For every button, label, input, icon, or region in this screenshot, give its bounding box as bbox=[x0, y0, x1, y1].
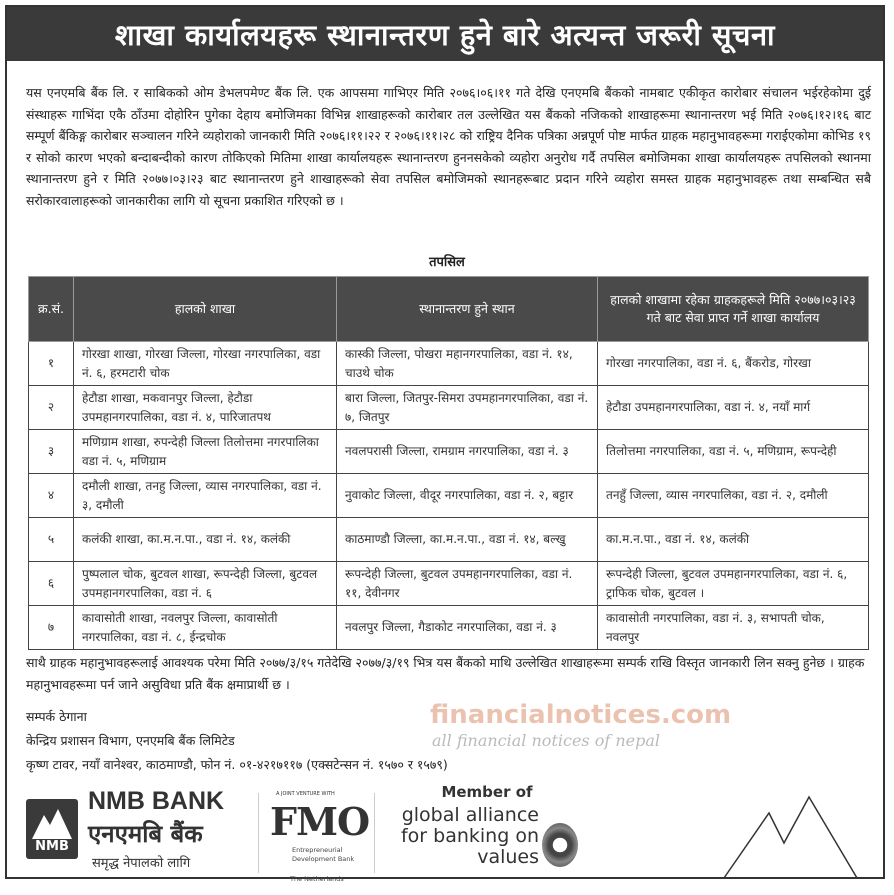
fmo-logo: FMO bbox=[270, 799, 370, 844]
table-row bbox=[29, 430, 869, 474]
table-row bbox=[29, 518, 869, 562]
row-service-branch: कावासोती नगरपालिका, वडा नं. ३, सभापती चोक, नवलपुर bbox=[598, 606, 869, 650]
nmb-tagline: समृद्ध नेपालको लागि bbox=[92, 856, 191, 871]
row-serial: ४ bbox=[29, 474, 74, 518]
row-serial: १ bbox=[29, 342, 74, 386]
row-new-location: बारा जिल्ला, जितपुर-सिमरा उपमहानगरपालिका, वडा नं. ७, जितपुर bbox=[337, 386, 598, 430]
row-serial: ५ bbox=[29, 518, 74, 562]
row-service-branch: गोरखा नगरपालिका, वडा नं. ६, बैंकरोड, गोरखा bbox=[598, 342, 869, 386]
row-new-location: काठमाण्डौ जिल्ला, का.म.न.पा., वडा नं. १४, बल्खु bbox=[337, 518, 598, 562]
row-current-branch: दमौली शाखा, तनहु जिल्ला, व्यास नगरपालिका, वडा नं. ३, दमौली bbox=[74, 474, 337, 518]
row-current-branch: गोरखा शाखा, गोरखा जिल्ला, गोरखा नगरपालिका, वडा नं. ६, हरमटारी चोक bbox=[74, 342, 337, 386]
divider bbox=[258, 793, 259, 873]
watermark-subtext: all financial notices of nepal bbox=[432, 731, 661, 750]
intro-paragraph: यस एनएमबि बैंक लि. र साबिकको ओम डेभलपमेण्ट बैंक लि. एक आपसमा गाभिएर मिति २०७६।०६।११ गते देखि एनएमबि बैंकको नामबाट एकीकृत कारोबार संचालन भईरहेकोमा दुई संस्थाहरू गाभिंदा एकै ठाँउमा दोहोरिन पुगेका देहाय बमोजिमका विभिन्न शाखाहरूको कारोबार तल उल्लेखित यस बैंकको नजिकको शाखाहरूमा स्थानान्तरण भई मिति २०७६।१२।१६ बाट सम्पूर्ण बैंकिङ्ग कारोबार सञ्चालन गरिने व्यहोराको जानकारी मिति २०७६।११।२२ र २०७६।११।२८ को राष्ट्रिय दैनिक पत्रिका अन्नपूर्ण पोष्ट मार्फत ग्राहक महानुभावहरूमा गराईएकोमा कोभिड १९ र सोको कारण भएको बन्दाबन्दीको कारण तोकिएको मितिमा शाखा कार्यालयहरू स्थानान्तरण हुननसकेको व्यहोरा अनुरोध गर्दै तपसिल बमोजिमका शाखा कार्यालयहरू तपसिलको स्थानमा स्थानान्तरण हुने र मिति २०७७।०३।२३ बाट स्थानान्तरण हुने शाखाहरूको सेवा तपसिल बमोजिमको स्थानहरूबाट प्रदान गरिने व्यहोरा समस्त ग्राहक महानुभावहरू तथा सम्बन्धित सबै सरोकारवालाहरूको जानकारीका लागि यो सूचना प्रकाशित गरिएको छ । bbox=[26, 85, 871, 208]
header-current-branch: हालको शाखा bbox=[74, 277, 337, 342]
table-row bbox=[29, 606, 869, 650]
row-serial: २ bbox=[29, 386, 74, 430]
row-new-location: नवलपुर जिल्ला, गैडाकोट नगरपालिका, वडा नं. ३ bbox=[337, 606, 598, 650]
notice-title: शाखा कार्यालयहरू स्थानान्तरण हुने बारे अत्यन्त जरूरी सूचना bbox=[7, 7, 883, 61]
row-new-location: नवलपरासी जिल्ला, रामग्राम नगरपालिका, वडा नं. ३ bbox=[337, 430, 598, 474]
row-current-branch: कलंकी शाखा, का.म.न.पा., वडा नं. १४, कलंकी bbox=[74, 518, 337, 562]
footer-text bbox=[26, 652, 871, 777]
row-new-location: कास्की जिल्ला, पोखरा महानगरपालिका, वडा नं. १४, चाउथे चोक bbox=[337, 342, 598, 386]
header-service-branch: हालको शाखामा रहेका ग्राहकहरूले मिति २०७७।०३।२३ गते बाट सेवा प्राप्त गर्ने शाखा कार्यालय bbox=[598, 277, 869, 342]
row-serial: ३ bbox=[29, 430, 74, 474]
fmo-subtitle: Entrepreneurial Development Bank bbox=[292, 846, 355, 863]
divider bbox=[374, 793, 375, 873]
row-service-branch: तिलोत्तमा नगरपालिका, वडा नं. ५, मणिग्राम, रूपन्देही bbox=[598, 430, 869, 474]
contact-department: केन्द्रिय प्रशासन विभाग, एनएमबि बैंक लिमिटेड bbox=[26, 733, 235, 748]
row-new-location: रूपन्देही जिल्ला, बुटवल उपमहानगरपालिका, वडा नं. ११, देवीनगर bbox=[337, 562, 598, 606]
row-service-branch: रूपन्देही जिल्ला, बुटवल उपमहानगरपालिका, वडा नं. ६, ट्राफिक चोक, बुटवल । bbox=[598, 562, 869, 606]
member-of-label: Member of bbox=[441, 783, 533, 801]
table-row bbox=[29, 342, 869, 386]
table-row bbox=[29, 386, 869, 430]
row-serial: ६ bbox=[29, 562, 74, 606]
nmb-logo-icon: NMB bbox=[26, 799, 78, 859]
contact-address: कृष्ण टावर, नयाँ वानेश्वर, काठमाण्डौ, फोन नं. ०१-४२१७११७ (एक्सटेन्सन नं. १५७० र १५७९) bbox=[26, 757, 448, 772]
branch-relocation-table bbox=[28, 276, 869, 650]
header-serial: क्र.सं. bbox=[29, 277, 74, 342]
nmb-bank-name-ne: एनएमबि बैंक bbox=[88, 820, 203, 848]
row-current-branch: कावासोती शाखा, नवलपुर जिल्ला, कावासोती नगरपालिका, वडा नं. ८, ईन्द्रचोक bbox=[74, 606, 337, 650]
header-new-location: स्थानान्तरण हुने स्थान bbox=[337, 277, 598, 342]
contact-heading: सम्पर्क ठेगाना bbox=[26, 709, 87, 724]
row-service-branch: तनहुँ जिल्ला, व्यास नगरपालिका, वडा नं. २, दमौली bbox=[598, 474, 869, 518]
fmo-prefix: A JOINT VENTURE WITH bbox=[276, 791, 335, 797]
row-serial: ७ bbox=[29, 606, 74, 650]
gabv-logo-text: global alliance for banking on values bbox=[400, 804, 539, 868]
logo-strip bbox=[22, 783, 872, 883]
row-new-location: नुवाकोट जिल्ला, वीदूर नगरपालिका, वडा नं. २, बट्टार bbox=[337, 474, 598, 518]
table-row bbox=[29, 562, 869, 606]
row-service-branch: का.म.न.पा., वडा नं. १४, कलंकी bbox=[598, 518, 869, 562]
schedule-heading: तपसिल bbox=[429, 255, 465, 270]
table-row bbox=[29, 474, 869, 518]
nmb-bank-name-en: NMB BANK bbox=[88, 787, 225, 815]
row-current-branch: पुष्पलाल चोक, बुटवल शाखा, रूपन्देही जिल्ला, बुटवल उपमहानगरपालिका, वडा नं. ६ bbox=[74, 562, 337, 606]
table-header-row bbox=[29, 277, 869, 342]
mountain-icon bbox=[722, 781, 882, 881]
closing-paragraph: साथै ग्राहक महानुभावहरूलाई आवश्यक परेमा मिति २०७७/३/१५ गतेदेखि २०७७/३/१९ भित्र यस बैंकको माथि उल्लेखित शाखाहरूमा सम्पर्क राखि विस्तृत जानकारी लिन सक्नु हुनेछ । ग्राहक महानुभावहरूमा पर्न जाने असुविधा प्रति बैंक क्षमाप्रार्थी छ । bbox=[26, 655, 865, 692]
gabv-globe-icon bbox=[542, 823, 578, 867]
row-current-branch: हेटौडा शाखा, मकवानपुर जिल्ला, हेटौडा उपमहानगरपालिका, वडा नं. ४, पारिजातपथ bbox=[74, 386, 337, 430]
fmo-country: The Netherlands bbox=[290, 875, 344, 883]
row-current-branch: मणिग्राम शाखा, रुपन्देही जिल्ला तिलोत्तमा नगरपालिका वडा नं. ५, मणिग्राम bbox=[74, 430, 337, 474]
watermark: financialnotices.com bbox=[430, 700, 732, 730]
row-service-branch: हेटौडा उपमहानगरपालिका, वडा नं. ४, नयाँ मार्ग bbox=[598, 386, 869, 430]
